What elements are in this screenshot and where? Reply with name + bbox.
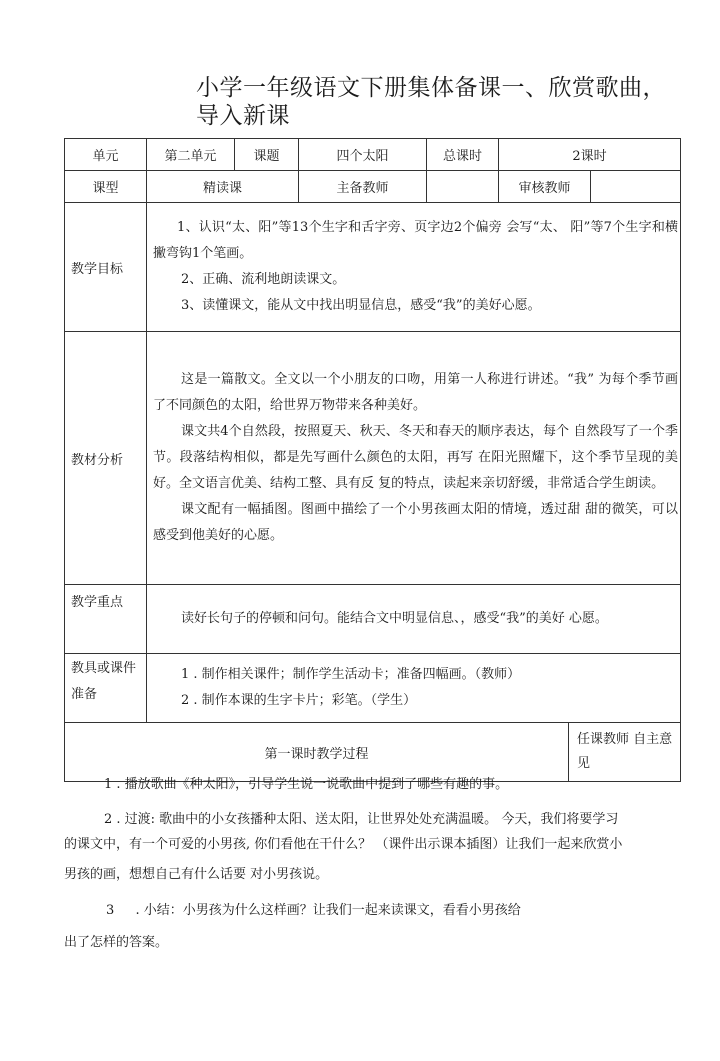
focus-text: 读好长句子的停顿和问句。能结合文中明显信息、，感受“我”的美好 心愿。 [181, 611, 608, 626]
reviewer-label: 审核教师 [499, 171, 591, 203]
analysis-row [65, 332, 681, 585]
objective-item: 2、正确、流利地朗读课文。 [181, 272, 346, 287]
objective-item: 1、认识“太、阳”等13个生字和舌字旁、页字边2个偏旁 会写“太、 阳”等7个生字和横撇弯钩1个笔画。 [153, 220, 679, 261]
focus-content [147, 585, 681, 654]
lesson-value: 四个太阳 [299, 139, 427, 171]
type-label: 课型 [65, 171, 147, 203]
objectives-row [65, 203, 681, 332]
teacher-value [427, 171, 499, 203]
title-line-1: 小学一年级语文下册集体备课一、欣赏歌曲， [196, 75, 666, 101]
objectives-content [147, 203, 681, 332]
unit-label: 单元 [65, 139, 147, 171]
step-1: 1 . 播放歌曲《种太阳》，引导学生说一说歌曲中提到了哪些有趣的事。 [104, 777, 509, 792]
objective-item: 3、读懂课文，能从文中找出明显信息，感受“我”的美好心愿。 [181, 298, 541, 313]
lesson-label: 课题 [235, 139, 299, 171]
process-side-note: 任课教师 自主意见 [569, 723, 681, 782]
materials-item: 1 . 制作相关课件；制作学生活动卡；准备四幅画。（教师） [181, 667, 521, 682]
analysis-paragraph: 课文共4个自然段，按照夏天、秋天、冬天和春天的顺序表达，每个 自然段写了一个季节。段落结构相似，都是先写画什么颜色的太阳，再写 在阳光照耀下，这个季节呈现的美好。全文语言优美、结构工整、具有反 复的特点，读起来亲切舒缓，非常适合学生朗读。 [153, 424, 679, 491]
lesson-plan-table [64, 138, 681, 782]
materials-row [65, 654, 681, 723]
analysis-paragraph: 这是一篇散文。全文以一个小朋友的口吻，用第一人称进行讲述。“我” 为每个季节画了不同颜色的太阳，给世界万物带来各种美好。 [153, 372, 679, 413]
unit-value: 第二单元 [147, 139, 235, 171]
focus-row [65, 585, 681, 654]
title-line-2: 导入新课 [196, 103, 290, 129]
info-row-2 [65, 171, 681, 203]
step-3-line-1: 3 . 小结：小男孩为什么这样画？让我们一起来读课文，看看小男孩给 [106, 903, 521, 918]
materials-content [147, 654, 681, 723]
document-title [196, 74, 696, 130]
materials-item: 2 . 制作本课的生字卡片；彩笔。（学生） [181, 693, 417, 708]
hours-label: 总课时 [427, 139, 499, 171]
info-row-1 [65, 139, 681, 171]
objectives-label: 教学目标 [65, 203, 147, 332]
materials-label: 教具或课件准备 [65, 654, 147, 723]
analysis-content [147, 332, 681, 585]
step-2-line-2: 的课文中，有一个可爱的小男孩, 你们看他在干什么？ （课件出示课本插图）让我们一起来欣赏小 [64, 837, 623, 852]
focus-label: 教学重点 [65, 585, 147, 654]
hours-value: 2课时 [499, 139, 681, 171]
type-value: 精读课 [147, 171, 299, 203]
analysis-label: 教材分析 [65, 332, 147, 585]
reviewer-value [591, 171, 681, 203]
analysis-paragraph: 课文配有一幅插图。图画中描绘了一个小男孩画太阳的情境，透过甜 甜的微笑，可以感受到他美好的心愿。 [153, 502, 679, 543]
teacher-label: 主备教师 [299, 171, 427, 203]
step-3-line-2: 出了怎样的答案。 [64, 935, 169, 950]
step-2-line-1: 2 . 过渡: 歌曲中的小女孩播种太阳、送太阳，让世界处处充满温暖。 今天，我们将要学习 [104, 812, 619, 827]
step-2-line-3: 男孩的画，想想自己有什么话要 对小男孩说。 [64, 867, 329, 882]
process-heading: 第一课时教学过程 [65, 723, 569, 782]
